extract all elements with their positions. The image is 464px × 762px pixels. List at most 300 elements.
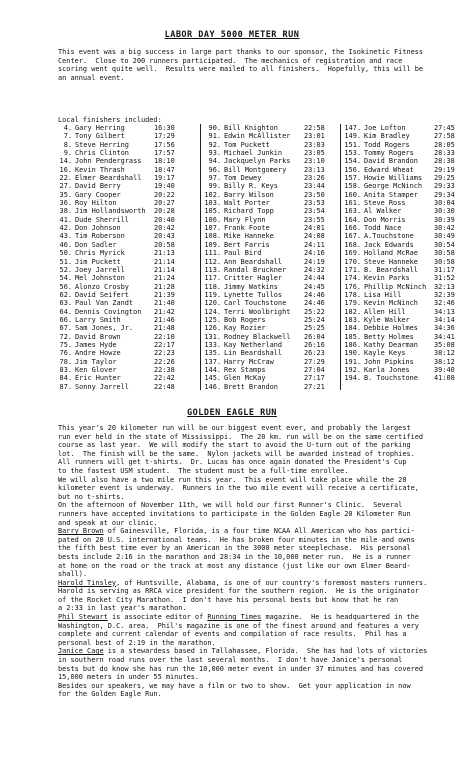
finisher-row [58, 358, 198, 366]
finisher-rank: 14. [59, 157, 72, 166]
finisher-rank: 161. [344, 199, 361, 208]
finisher-name: Tim Roberson [75, 232, 125, 241]
finisher-rank: 83. [59, 365, 72, 374]
finisher-rank: 41. [59, 215, 72, 224]
finisher-time: 41:08 [434, 374, 455, 383]
finisher-row [58, 383, 198, 391]
finisher-name: Anita Stamper [364, 190, 418, 199]
finisher-name: George McNinch [364, 182, 423, 191]
finisher-row [204, 166, 338, 174]
finisher-name: Gary Cooper [75, 190, 121, 199]
finisher-time: 30:58 [434, 249, 455, 258]
finisher-time: 31:17 [434, 265, 455, 274]
finisher-row [204, 182, 338, 190]
text-line: We will also have a two mile run this year. This event will take place while the 20 [58, 475, 407, 484]
finisher-time: 24:44 [304, 274, 325, 283]
finisher-name: Sonny Jarrell [75, 382, 129, 391]
finisher-name: Jack Edwards [364, 240, 414, 249]
finisher-rank: 107. [204, 224, 221, 233]
finisher-name: A.Touchstone [364, 232, 414, 241]
finisher-name: Kevin Thrash [75, 165, 125, 174]
finisher-time: 38:12 [434, 349, 455, 358]
finisher-rank: 144. [204, 365, 221, 374]
text-line: the fifth best time ever by an American in the 3000 meter steeplechase. His personal [58, 544, 411, 553]
finisher-name: Todd Rogers [364, 140, 410, 149]
column-divider [200, 124, 201, 390]
finisher-rank: 119. [204, 290, 221, 299]
finisher-row [204, 349, 338, 357]
finisher-rank: 157. [344, 174, 361, 183]
finisher-rank: 64. [59, 307, 72, 316]
finisher-time: 22:58 [304, 124, 325, 132]
finisher-name: Elmer Beardshall [75, 174, 142, 183]
finisher-rank: 178. [344, 290, 361, 299]
finisher-row [58, 232, 198, 240]
finisher-rank: 176. [344, 282, 361, 291]
finisher-row [58, 366, 198, 374]
finisher-row [344, 241, 460, 249]
finisher-name: Howie Williams [364, 174, 423, 183]
finisher-time: 21:14 [154, 265, 175, 274]
finisher-time: 30:42 [434, 224, 455, 233]
speaker-name: Janice Cage [58, 647, 104, 656]
finisher-row [344, 299, 460, 307]
text-line: to the fastest USM student. The student must be a full-time enrollee. [58, 466, 349, 475]
finisher-time: 20:27 [154, 199, 175, 208]
finisher-row [204, 333, 338, 341]
speaker-phil-stewart [58, 613, 460, 622]
text-line: bests but do know she has run the 10,000 meter event in under 37 minutes and has covered [58, 664, 424, 673]
finisher-name: Allen Hill [364, 307, 406, 316]
finisher-rank: 93. [208, 149, 221, 158]
finisher-time: 24:11 [304, 240, 325, 249]
finisher-row [204, 149, 338, 157]
finisher-time: 29:33 [434, 182, 455, 191]
column-divider [340, 124, 341, 390]
finisher-row [344, 341, 460, 349]
finisher-name: Barry Wilson [224, 190, 274, 199]
finisher-name: Chris Clinton [75, 149, 129, 158]
finisher-rank: 94. [208, 157, 221, 166]
finisher-time: 24:32 [304, 265, 325, 274]
finisher-time: 17:57 [154, 149, 175, 158]
labor-day-intro [58, 48, 460, 82]
finisher-name: Edward Wheat [364, 165, 414, 174]
finisher-row [344, 374, 460, 382]
finisher-name: Dude Sherrill [75, 215, 129, 224]
finisher-name: Michael Junkin [224, 149, 283, 158]
text-line: in southern road runs over the last several months. I don't have Janice's personal [58, 656, 403, 665]
finisher-time: 27:29 [304, 357, 325, 366]
finisher-name: Jim Hollandsworth [75, 207, 146, 216]
finisher-name: Glen McKay [224, 374, 266, 383]
finisher-time: 24:08 [304, 232, 325, 241]
finisher-name: Ann Beardshall [224, 257, 283, 266]
finisher-time: 23:53 [304, 199, 325, 208]
finisher-row [344, 191, 460, 199]
finisher-name: Jim Puckett [75, 257, 121, 266]
finisher-name: David Berry [75, 182, 121, 191]
finisher-rank: 137. [204, 357, 221, 366]
finisher-row [204, 241, 338, 249]
finisher-rank: 171. [344, 265, 361, 274]
finisher-time: 21:24 [154, 274, 175, 283]
finisher-row [204, 366, 338, 374]
finisher-time: 23:26 [304, 174, 325, 183]
speaker-barry-brown [58, 527, 460, 536]
finisher-row [58, 199, 198, 207]
finisher-name: Phillip McNinch [364, 282, 427, 291]
finisher-rank: 169. [344, 249, 361, 258]
text-line: Center. Close to 200 runners participated. The mechanics of registration and race [58, 56, 403, 65]
finisher-time: 27:17 [304, 374, 325, 383]
finisher-name: Bob Rogers [224, 315, 266, 324]
finisher-row [58, 299, 198, 307]
speaker-janice-cage [58, 647, 460, 656]
finisher-time: 34:14 [434, 315, 455, 324]
finisher-name: Joe Lofton [364, 124, 406, 132]
finisher-row [58, 157, 198, 165]
finisher-rank: 51. [59, 257, 72, 266]
finisher-rank: 4. [63, 124, 72, 132]
finisher-name: Steve Ross [364, 199, 406, 208]
finisher-row [344, 274, 460, 282]
finisher-row [58, 174, 198, 182]
finisher-name: Ken Glover [75, 365, 117, 374]
text-line: course as last year. We will modify the start to avoid the U-turn out of the parking [58, 441, 411, 450]
finisher-time: 22:42 [154, 374, 175, 383]
finisher-row [58, 124, 198, 132]
finisher-time: 21:13 [154, 249, 175, 258]
finisher-name: Brett Brandon [224, 382, 278, 391]
finisher-time: 24:01 [304, 224, 325, 233]
finisher-time: 23:05 [304, 149, 325, 158]
finisher-row [58, 324, 198, 332]
finisher-row [204, 324, 338, 332]
finisher-name: Lisa Hill [364, 290, 402, 299]
text-line: for the Golden Eagle Run. [58, 690, 162, 699]
finisher-name: Alonzo Crosby [75, 282, 129, 291]
finisher-row [58, 333, 198, 341]
finisher-time: 21:42 [154, 307, 175, 316]
finisher-rank: 75. [59, 340, 72, 349]
magazine-name: Running Times [207, 613, 262, 622]
finisher-row [344, 333, 460, 341]
finisher-rank: 186. [344, 340, 361, 349]
finisher-row [204, 341, 338, 349]
finisher-rank: 54. [59, 274, 72, 283]
finisher-row [344, 232, 460, 240]
finisher-name: Carl Touchstone [224, 299, 287, 308]
finisher-time: 35:08 [434, 340, 455, 349]
finisher-row [344, 291, 460, 299]
finisher-row [344, 349, 460, 357]
finisher-name: Bill Knighton [224, 124, 278, 132]
finisher-name: Eric Hunter [75, 374, 121, 383]
finisher-rank: 185. [344, 332, 361, 341]
finisher-time: 17:56 [154, 140, 175, 149]
finisher-name: Todd Nace [364, 224, 402, 233]
finisher-row [204, 157, 338, 165]
finisher-row [58, 316, 198, 324]
finisher-row [344, 182, 460, 190]
finisher-name: Kyle Walker [364, 315, 410, 324]
finisher-row [344, 249, 460, 257]
finisher-time: 27:21 [304, 382, 325, 391]
finisher-name: Joey Jarrell [75, 265, 125, 274]
finisher-time: 20:22 [154, 190, 175, 199]
finisher-rank: 124. [204, 307, 221, 316]
finisher-time: 27:04 [304, 365, 325, 374]
finisher-name: Harry McCraw [224, 357, 274, 366]
finisher-rank: 72. [59, 332, 72, 341]
finisher-time: 30:58 [434, 257, 455, 266]
finisher-row [204, 374, 338, 382]
finisher-time: 22:17 [154, 340, 175, 349]
finisher-time: 23:10 [304, 157, 325, 166]
finisher-name: Larry Smith [75, 315, 121, 324]
text-line: All runners will get t-shirts. Dr. Lucas has once again donated the President's Cup [58, 458, 407, 467]
finisher-rank: 163. [344, 207, 361, 216]
finisher-name: James Hyde [75, 340, 117, 349]
finisher-time: 21:48 [154, 324, 175, 333]
finisher-time: 30:49 [434, 232, 455, 241]
finisher-row [58, 149, 198, 157]
finisher-rank: 50. [59, 249, 72, 258]
finisher-rank: 147. [344, 124, 361, 132]
finisher-rank: 46. [59, 240, 72, 249]
finisher-time: 28:33 [434, 149, 455, 158]
finisher-row [344, 283, 460, 291]
text-line: , of Huntsville, Alabama, is one of our country's foremost masters runners. [116, 578, 428, 587]
finisher-rank: 131. [204, 332, 221, 341]
finisher-rank: 158. [344, 182, 361, 191]
finisher-time: 25:25 [304, 324, 325, 333]
finisher-rank: 84. [59, 374, 72, 383]
finisher-row [204, 299, 338, 307]
finisher-row [204, 191, 338, 199]
finisher-row [344, 216, 460, 224]
finisher-name: Paul Van Zandt [75, 299, 134, 308]
text-line: magazine. He is headquartered in the [261, 613, 419, 622]
finisher-rank: 183. [344, 315, 361, 324]
finisher-row [204, 266, 338, 274]
finisher-rank: 153. [344, 149, 361, 158]
finisher-name: Andre Howze [75, 349, 121, 358]
finisher-rank: 168. [344, 240, 361, 249]
finisher-rank: 56. [59, 282, 72, 291]
finisher-rank: 190. [344, 349, 361, 358]
finisher-row [204, 141, 338, 149]
text-line: kilometer event is underway. Runners in the two mile event will receive a certificate, [58, 484, 419, 493]
finisher-row [344, 207, 460, 215]
finisher-name: Holland McRae [364, 249, 418, 258]
finisher-rank: 167. [344, 232, 361, 241]
finisher-row [344, 124, 460, 132]
finisher-time: 30:04 [434, 199, 455, 208]
finisher-time: 18:47 [154, 165, 175, 174]
finisher-rank: 191. [344, 357, 361, 366]
finisher-rank: 146. [204, 382, 221, 391]
text-line: This year's 20 kilometer run will be our biggest event ever, and probably the largest [58, 424, 411, 432]
finisher-time: 32:13 [434, 282, 455, 291]
finisher-time: 24:16 [304, 249, 325, 258]
finisher-rank: 179. [344, 299, 361, 308]
text-line: of Gainesville, Florida, is a four time NCAA All American who has partici- [103, 527, 415, 536]
finisher-row [344, 174, 460, 182]
finisher-rank: 43. [59, 232, 72, 241]
finisher-rank: 149. [344, 132, 361, 141]
finisher-row [344, 308, 460, 316]
finisher-name: Karla Jones [364, 365, 410, 374]
finisher-row [58, 341, 198, 349]
finisher-time: 29:34 [434, 190, 455, 199]
finisher-row [204, 283, 338, 291]
finisher-row [344, 166, 460, 174]
finisher-time: 27:45 [434, 124, 455, 132]
finisher-name: Kayle Keys [364, 349, 406, 358]
finisher-time: 21:40 [154, 299, 175, 308]
finisher-name: Dennis Covington [75, 307, 142, 316]
finisher-name: Tom Puckett [224, 140, 270, 149]
finisher-name: Kevin McNinch [364, 299, 418, 308]
finisher-time: 20:40 [154, 215, 175, 224]
finisher-rank: 102. [204, 190, 221, 199]
text-line: but no t-shirts. [58, 492, 125, 501]
finisher-row [344, 141, 460, 149]
finisher-name: Billy R. Keys [224, 182, 278, 191]
finisher-row [58, 207, 198, 215]
finisher-time: 34:41 [434, 332, 455, 341]
finisher-row [58, 224, 198, 232]
finisher-rank: 36. [59, 199, 72, 208]
finisher-rank: 62. [59, 290, 72, 299]
finisher-row [204, 258, 338, 266]
finisher-row [58, 374, 198, 382]
finisher-time: 26:16 [304, 340, 325, 349]
finisher-row [344, 266, 460, 274]
text-line: scoring went quite well. Results were mailed to all finishers. Hopefully, this will be [58, 65, 424, 74]
finishers-column-1 [58, 124, 198, 391]
finisher-name: Rodney Blackwell [224, 332, 291, 341]
finisher-rank: 87. [59, 382, 72, 391]
finisher-rank: 160. [344, 190, 361, 199]
text-line: pated on 20 U.S. international teams. He has broken four minutes in the mile and owns [58, 535, 415, 544]
finisher-rank: 194. [344, 374, 361, 383]
finisher-rank: 192. [344, 365, 361, 374]
finisher-time: 26:23 [304, 349, 325, 358]
finisher-rank: 133. [204, 340, 221, 349]
finisher-rank: 174. [344, 274, 361, 283]
finisher-name: John Pendergrass [75, 157, 142, 166]
finisher-time: 29:19 [434, 165, 455, 174]
finisher-time: 30:30 [434, 207, 455, 216]
finisher-row [204, 132, 338, 140]
finisher-name: Gary Herring [75, 124, 125, 132]
finisher-name: Mel Johnston [75, 274, 125, 283]
finisher-time: 22:48 [154, 382, 175, 391]
finisher-name: Randal Bruckner [224, 265, 287, 274]
finisher-rank: 126. [204, 324, 221, 333]
finisher-rank: 91. [208, 132, 221, 141]
finisher-rank: 112. [204, 257, 221, 266]
finisher-row [58, 241, 198, 249]
finisher-rank: 182. [344, 307, 361, 316]
text-line: of the Rocket City Marathon. I don't have his personal bests but know that he ran [58, 595, 399, 604]
finisher-time: 25:24 [304, 315, 325, 324]
finisher-row [58, 166, 198, 174]
finisher-time: 22:38 [154, 365, 175, 374]
text-line: and speak at our clinic. [58, 518, 158, 527]
finisher-rank: 76. [59, 349, 72, 358]
finisher-rank: 63. [59, 299, 72, 308]
finisher-rank: 67. [59, 324, 72, 333]
finisher-name: Don Morris [364, 215, 406, 224]
finisher-name: Walt Porter [224, 199, 270, 208]
golden-eagle-intro [58, 424, 460, 699]
speaker-name: Barry Brown [58, 527, 104, 536]
finisher-rank: 97. [208, 174, 221, 183]
labor-day-title: LABOR DAY 5000 METER RUN [164, 30, 300, 40]
finisher-row [204, 316, 338, 324]
finisher-name: B. Touchstone [364, 374, 418, 383]
finisher-row [204, 216, 338, 224]
finisher-time: 38:12 [434, 357, 455, 366]
text-line: run ever held in the state of Mississippi. The 20 km. run will be on the same certified [58, 432, 424, 441]
finisher-name: Kay Netherland [224, 340, 283, 349]
text-line: personal best of 2:19 in the marathon. [58, 638, 216, 647]
finisher-name: Steve Hanneke [364, 257, 418, 266]
finisher-rank: 166. [344, 224, 361, 233]
finisher-rank: 108. [204, 232, 221, 241]
finisher-name: Tommy Rogers [364, 149, 414, 158]
finisher-name: Al Walker [364, 207, 402, 216]
finisher-name: Sam Jones, Jr. [75, 324, 134, 333]
finisher-time: 18:10 [154, 157, 175, 166]
finisher-row [204, 383, 338, 391]
finisher-row [58, 274, 198, 282]
finisher-row [58, 182, 198, 190]
finisher-name: Debbie Holmes [364, 324, 418, 333]
finisher-row [204, 308, 338, 316]
finisher-rank: 99. [208, 182, 221, 191]
finisher-time: 39:40 [434, 365, 455, 374]
finisher-name: Jimmy Watkins [224, 282, 278, 291]
finisher-row [58, 216, 198, 224]
text-line: shall). [58, 570, 88, 579]
finisher-rank: 164. [344, 215, 361, 224]
text-line: a 2:33 in last year's marathon. [58, 604, 187, 613]
finisher-row [344, 132, 460, 140]
finisher-rank: 154. [344, 157, 361, 166]
finisher-row [58, 141, 198, 149]
finisher-row [344, 224, 460, 232]
finisher-time: 23:01 [304, 132, 325, 141]
finisher-time: 32:46 [434, 299, 455, 308]
finisher-name: David Brandon [364, 157, 418, 166]
text-line: 15,000 meters in under 55 minutes. [58, 673, 200, 682]
finisher-time: 30:39 [434, 215, 455, 224]
finisher-name: David Seifert [75, 290, 129, 299]
finisher-name: Don Sadler [75, 240, 117, 249]
finisher-row [204, 232, 338, 240]
finisher-row [344, 366, 460, 374]
finisher-row [58, 258, 198, 266]
text-line: complete and current calendar of events and compilation of race results. Phil has a [58, 630, 407, 639]
finisher-time: 32:39 [434, 290, 455, 299]
finisher-rank: 125. [204, 315, 221, 324]
finisher-time: 19:17 [154, 174, 175, 183]
